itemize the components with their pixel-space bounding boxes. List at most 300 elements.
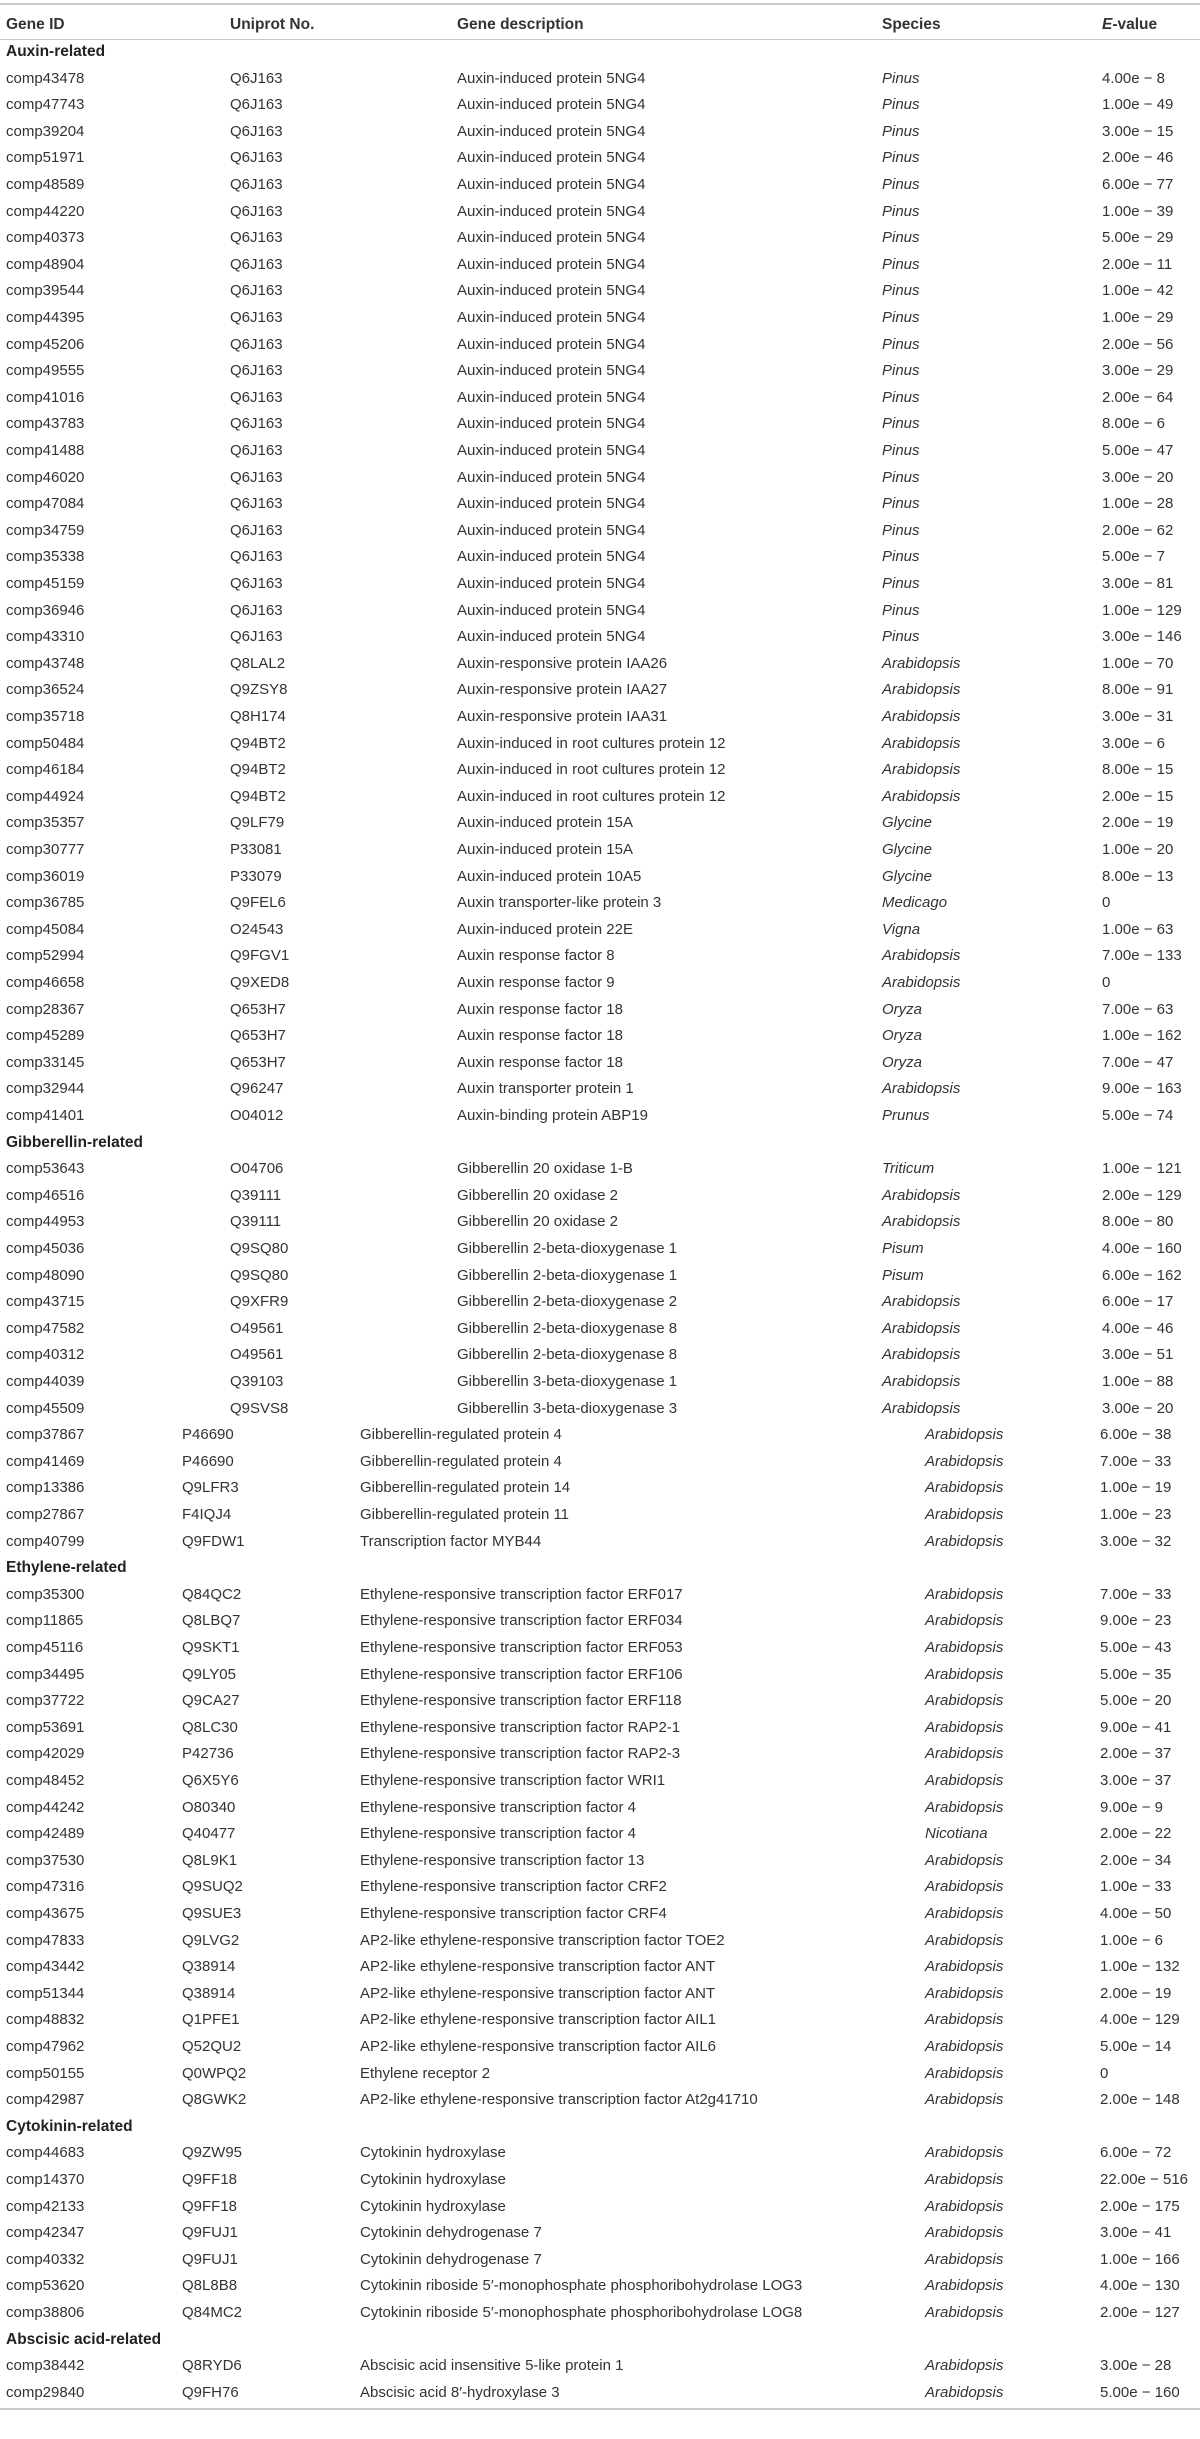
cell-evalue: 1.00e − 63 xyxy=(1102,920,1174,938)
cell-description: Auxin-induced protein 5NG4 xyxy=(457,388,646,406)
cell-evalue: 5.00e − 43 xyxy=(1100,1639,1172,1656)
cell-evalue: 1.00e − 39 xyxy=(1102,202,1174,220)
cell-species: Glycine xyxy=(882,867,933,885)
cell-uniprot: Q84MC2 xyxy=(182,2304,243,2321)
cell-species: Pinus xyxy=(882,468,920,486)
cell-evalue: 7.00e − 133 xyxy=(1102,947,1182,965)
cell-description: Cytokinin hydroxylase xyxy=(360,2197,506,2215)
cell-gene-id: comp39204 xyxy=(6,122,85,140)
cell-species: Arabidopsis xyxy=(882,708,961,725)
cell-species: Arabidopsis xyxy=(925,1479,1004,1497)
cell-description: Ethylene-responsive transcription factor 4 xyxy=(360,1798,636,1816)
cell-evalue: 1.00e − 23 xyxy=(1100,1506,1172,1523)
cell-gene-id: comp53620 xyxy=(6,2277,85,2295)
cell-uniprot: Q653H7 xyxy=(230,1027,286,1045)
cell-evalue: 2.00e − 15 xyxy=(1102,787,1174,805)
table-row xyxy=(0,1156,1200,1183)
cell-uniprot: Q6X5Y6 xyxy=(182,1772,239,1789)
cell-description: Auxin-induced protein 5NG4 xyxy=(457,601,646,619)
table-row xyxy=(0,1582,1200,1609)
cell-species: Arabidopsis xyxy=(925,1772,1004,1789)
cell-species: Arabidopsis xyxy=(925,1452,1004,1470)
table-row xyxy=(0,2273,1200,2300)
cell-uniprot: Q9LFR3 xyxy=(182,1479,239,1497)
cell-evalue: 3.00e − 20 xyxy=(1102,468,1174,486)
cell-gene-id: comp14370 xyxy=(6,2171,85,2188)
cell-gene-id: comp44039 xyxy=(6,1373,85,1390)
cell-description: Gibberellin 20 oxidase 2 xyxy=(457,1186,618,1204)
cell-species: Arabidopsis xyxy=(882,1293,961,1311)
cell-description: Gibberellin 2-beta-dioxygenase 8 xyxy=(457,1319,678,1337)
cell-uniprot: Q8RYD6 xyxy=(182,2357,242,2375)
cell-description: Ethylene-responsive transcription factor CRF4 xyxy=(360,1905,667,1922)
table-row xyxy=(0,1475,1200,1502)
cell-species: Pinus xyxy=(882,388,920,406)
cell-uniprot: Q6J163 xyxy=(230,521,283,539)
cell-evalue: 9.00e − 9 xyxy=(1100,1798,1163,1816)
cell-uniprot: Q96247 xyxy=(230,1080,284,1098)
table-row xyxy=(0,2061,1200,2088)
cell-description: Transcription factor MYB44 xyxy=(360,1532,542,1550)
cell-description: Auxin-induced protein 15A xyxy=(457,814,633,832)
table-row xyxy=(0,2194,1200,2221)
cell-description: Auxin-induced protein 5NG4 xyxy=(457,495,646,513)
cell-evalue: 6.00e − 17 xyxy=(1102,1293,1174,1311)
cell-description: Auxin-induced protein 5NG4 xyxy=(457,255,646,273)
cell-evalue: 3.00e − 6 xyxy=(1102,734,1165,752)
cell-description: Auxin response factor 18 xyxy=(457,1027,623,1045)
table-row xyxy=(0,465,1200,492)
cell-species: Arabidopsis xyxy=(925,1851,1004,1869)
cell-gene-id: comp35718 xyxy=(6,708,85,725)
cell-species: Arabidopsis xyxy=(882,681,961,699)
cell-uniprot: Q9FDW1 xyxy=(182,1532,245,1550)
table-row xyxy=(0,1103,1200,1130)
cell-gene-id: comp49555 xyxy=(6,362,85,380)
cell-description: Gibberellin 20 oxidase 1-B xyxy=(457,1160,633,1178)
cell-uniprot: O04706 xyxy=(230,1160,284,1178)
cell-species: Arabidopsis xyxy=(882,1373,961,1390)
cell-uniprot: O80340 xyxy=(182,1798,236,1816)
cell-evalue: 3.00e − 15 xyxy=(1102,122,1174,140)
cell-evalue: 3.00e − 41 xyxy=(1100,2224,1172,2242)
cell-species: Pinus xyxy=(882,521,920,539)
table-row xyxy=(0,1263,1200,1290)
cell-species: Nicotiana xyxy=(925,1825,988,1843)
table-row xyxy=(0,731,1200,758)
cell-species: Arabidopsis xyxy=(925,2224,1004,2242)
table-row xyxy=(0,598,1200,625)
cell-uniprot: Q84QC2 xyxy=(182,1585,242,1603)
table-row xyxy=(0,2380,1200,2407)
table-row xyxy=(0,119,1200,146)
table-row xyxy=(0,890,1200,917)
cell-description: Auxin-induced in root cultures protein 12 xyxy=(457,734,726,752)
header-evalue-rest: -value xyxy=(1112,16,1158,33)
table-row xyxy=(0,1848,1200,1875)
cell-description: Ethylene-responsive transcription factor 13 xyxy=(360,1851,645,1869)
cell-uniprot: Q6J163 xyxy=(230,96,283,114)
cell-uniprot: Q9FF18 xyxy=(182,2171,238,2188)
cell-species: Pinus xyxy=(882,628,920,646)
cell-description: Auxin-induced protein 5NG4 xyxy=(457,149,646,167)
table-row xyxy=(0,864,1200,891)
cell-description: Gibberellin 3-beta-dioxygenase 3 xyxy=(457,1399,678,1417)
cell-gene-id: comp45036 xyxy=(6,1240,85,1257)
table-row xyxy=(0,438,1200,465)
cell-description: Auxin-responsive protein IAA27 xyxy=(457,681,668,699)
cell-gene-id: comp32944 xyxy=(6,1080,85,1098)
section-title: Gibberellin-related xyxy=(6,1133,143,1151)
cell-uniprot: Q8LBQ7 xyxy=(182,1612,241,1630)
cell-description: Auxin-induced protein 5NG4 xyxy=(457,442,646,459)
table-row xyxy=(0,1502,1200,1529)
table-row xyxy=(0,1422,1200,1449)
cell-species: Arabidopsis xyxy=(925,1984,1004,2002)
cell-uniprot: Q6J163 xyxy=(230,122,283,140)
cell-uniprot: Q9ZSY8 xyxy=(230,681,288,699)
cell-description: Auxin-induced protein 5NG4 xyxy=(457,468,646,486)
cell-gene-id: comp43783 xyxy=(6,415,85,433)
section-header-row xyxy=(0,39,1200,66)
cell-evalue: 1.00e − 121 xyxy=(1102,1160,1182,1178)
header-evalue xyxy=(1102,12,1157,39)
cell-gene-id: comp41488 xyxy=(6,442,85,459)
cell-description: Cytokinin riboside 5′-monophosphate phosphoribohydrolase LOG3 xyxy=(360,2277,803,2295)
cell-uniprot: Q9LF79 xyxy=(230,814,285,832)
cell-gene-id: comp46020 xyxy=(6,468,85,486)
cell-description: Cytokinin dehydrogenase 7 xyxy=(360,2250,542,2268)
cell-description: Auxin-induced protein 5NG4 xyxy=(457,309,646,326)
cell-description: Auxin-induced protein 5NG4 xyxy=(457,628,646,646)
cell-description: AP2-like ethylene-responsive transcription factor AIL1 xyxy=(360,2011,717,2029)
header-description: Gene description xyxy=(457,16,584,33)
cell-uniprot: Q9FH76 xyxy=(182,2383,239,2401)
cell-description: Auxin response factor 8 xyxy=(457,947,615,965)
cell-species: Arabidopsis xyxy=(925,2277,1004,2295)
cell-gene-id: comp43675 xyxy=(6,1905,85,1922)
cell-description: Abscisic acid 8′-hydroxylase 3 xyxy=(360,2383,560,2401)
table-row xyxy=(0,970,1200,997)
cell-description: Auxin response factor 18 xyxy=(457,1053,623,1071)
cell-uniprot: Q9FUJ1 xyxy=(182,2224,238,2242)
cell-gene-id: comp45159 xyxy=(6,575,85,592)
cell-evalue: 3.00e − 32 xyxy=(1100,1532,1172,1550)
cell-description: Auxin-induced in root cultures protein 12 xyxy=(457,787,726,805)
cell-uniprot: Q6J163 xyxy=(230,495,283,513)
table-row xyxy=(0,2220,1200,2247)
cell-gene-id: comp51971 xyxy=(6,149,85,167)
cell-description: Auxin-induced in root cultures protein 12 xyxy=(457,761,726,779)
cell-gene-id: comp44953 xyxy=(6,1213,85,1231)
cell-description: Cytokinin hydroxylase xyxy=(360,2144,506,2162)
cell-gene-id: comp40799 xyxy=(6,1532,85,1550)
cell-evalue: 6.00e − 38 xyxy=(1100,1426,1172,1444)
table-row xyxy=(0,1928,1200,1955)
cell-gene-id: comp36524 xyxy=(6,681,85,699)
cell-description: Auxin response factor 18 xyxy=(457,1000,623,1018)
cell-evalue: 4.00e − 8 xyxy=(1102,69,1165,87)
cell-evalue: 3.00e − 37 xyxy=(1100,1772,1172,1789)
cell-gene-id: comp13386 xyxy=(6,1479,85,1497)
cell-description: Cytokinin riboside 5′-monophosphate phosphoribohydrolase LOG8 xyxy=(360,2304,803,2321)
cell-evalue: 3.00e − 31 xyxy=(1102,708,1174,725)
table-row xyxy=(0,1662,1200,1689)
cell-evalue: 2.00e − 22 xyxy=(1100,1825,1172,1843)
cell-evalue: 0 xyxy=(1102,894,1111,912)
cell-description: Auxin transporter-like protein 3 xyxy=(457,894,662,912)
cell-species: Vigna xyxy=(882,920,921,938)
cell-uniprot: Q9SKT1 xyxy=(182,1639,240,1656)
table-row xyxy=(0,1369,1200,1396)
cell-species: Pinus xyxy=(882,415,920,433)
cell-uniprot: Q9LY05 xyxy=(182,1665,236,1683)
cell-uniprot: Q6J163 xyxy=(230,335,283,353)
cell-description: Auxin-induced protein 5NG4 xyxy=(457,548,646,566)
table-row xyxy=(0,92,1200,119)
table-row xyxy=(0,332,1200,359)
cell-uniprot: Q6J163 xyxy=(230,362,283,380)
cell-evalue: 1.00e − 20 xyxy=(1102,841,1174,858)
cell-evalue: 1.00e − 70 xyxy=(1102,654,1174,672)
section-header-row xyxy=(0,1130,1200,1157)
cell-gene-id: comp43715 xyxy=(6,1293,85,1311)
cell-description: Auxin-responsive protein IAA26 xyxy=(457,654,668,672)
cell-gene-id: comp42987 xyxy=(6,2091,85,2109)
cell-species: Arabidopsis xyxy=(925,1878,1004,1896)
cell-evalue: 2.00e − 62 xyxy=(1102,521,1174,539)
cell-evalue: 7.00e − 33 xyxy=(1100,1452,1172,1470)
table-row xyxy=(0,1688,1200,1715)
cell-gene-id: comp40312 xyxy=(6,1346,85,1364)
header-evalue-italic: E xyxy=(1102,16,1113,33)
cell-description: Ethylene-responsive transcription factor ERF053 xyxy=(360,1639,683,1656)
table-row xyxy=(0,1449,1200,1476)
cell-evalue: 1.00e − 29 xyxy=(1102,309,1174,326)
cell-description: Cytokinin dehydrogenase 7 xyxy=(360,2224,542,2242)
section-title: Cytokinin-related xyxy=(6,2117,133,2135)
cell-species: Arabidopsis xyxy=(882,1346,961,1364)
cell-species: Arabidopsis xyxy=(925,1612,1004,1630)
cell-evalue: 1.00e − 28 xyxy=(1102,495,1174,513)
cell-description: Auxin-induced protein 5NG4 xyxy=(457,575,646,592)
table-row xyxy=(0,1874,1200,1901)
cell-evalue: 6.00e − 77 xyxy=(1102,176,1174,193)
cell-uniprot: Q6J163 xyxy=(230,69,283,87)
cell-evalue: 1.00e − 42 xyxy=(1102,282,1174,300)
cell-evalue: 3.00e − 51 xyxy=(1102,1346,1174,1364)
header-uniprot: Uniprot No. xyxy=(230,16,315,33)
cell-uniprot: Q6J163 xyxy=(230,575,283,592)
table-row xyxy=(0,1741,1200,1768)
cell-uniprot: Q94BT2 xyxy=(230,787,286,805)
cell-uniprot: Q94BT2 xyxy=(230,761,286,779)
cell-species: Pinus xyxy=(882,176,920,193)
cell-description: Auxin-induced protein 5NG4 xyxy=(457,176,646,193)
cell-species: Pinus xyxy=(882,335,920,353)
cell-evalue: 3.00e − 29 xyxy=(1102,362,1174,380)
cell-gene-id: comp11865 xyxy=(6,1612,84,1630)
cell-description: Auxin-induced protein 5NG4 xyxy=(457,202,646,220)
cell-species: Arabidopsis xyxy=(882,1319,961,1337)
cell-gene-id: comp46184 xyxy=(6,761,85,779)
table-row xyxy=(0,1076,1200,1103)
cell-evalue: 3.00e − 20 xyxy=(1102,1399,1174,1417)
cell-species: Arabidopsis xyxy=(925,1639,1004,1656)
cell-gene-id: comp30777 xyxy=(6,841,85,858)
cell-species: Pinus xyxy=(882,601,920,619)
cell-species: Arabidopsis xyxy=(925,1798,1004,1816)
cell-gene-id: comp51344 xyxy=(6,1984,85,2002)
cell-species: Pinus xyxy=(882,122,920,140)
cell-gene-id: comp48589 xyxy=(6,176,85,193)
cell-uniprot: Q6J163 xyxy=(230,202,283,220)
cell-gene-id: comp42029 xyxy=(6,1745,85,1763)
table-row xyxy=(0,2087,1200,2114)
cell-evalue: 3.00e − 81 xyxy=(1102,575,1174,592)
cell-description: Auxin-induced protein 5NG4 xyxy=(457,96,646,114)
cell-uniprot: Q9LVG2 xyxy=(182,1931,240,1949)
cell-gene-id: comp44395 xyxy=(6,309,85,326)
table-row xyxy=(0,1901,1200,1928)
cell-gene-id: comp41469 xyxy=(6,1452,85,1470)
cell-species: Arabidopsis xyxy=(925,1665,1004,1683)
cell-description: Cytokinin hydroxylase xyxy=(360,2171,506,2188)
cell-gene-id: comp36946 xyxy=(6,601,85,619)
cell-uniprot: Q9FUJ1 xyxy=(182,2250,238,2268)
cell-evalue: 4.00e − 46 xyxy=(1102,1319,1174,1337)
cell-description: Gibberellin-regulated protein 4 xyxy=(360,1452,562,1470)
cell-evalue: 8.00e − 91 xyxy=(1102,681,1174,699)
cell-description: Auxin-induced protein 15A xyxy=(457,841,633,858)
cell-gene-id: comp35338 xyxy=(6,548,85,566)
cell-evalue: 5.00e − 35 xyxy=(1100,1665,1172,1683)
cell-uniprot: O49561 xyxy=(230,1346,284,1364)
cell-gene-id: comp27867 xyxy=(6,1506,85,1523)
cell-species: Arabidopsis xyxy=(882,787,961,805)
table-row xyxy=(0,1396,1200,1423)
table-row xyxy=(0,1316,1200,1343)
cell-species: Arabidopsis xyxy=(925,2250,1004,2268)
cell-description: Auxin transporter protein 1 xyxy=(457,1080,634,1098)
cell-species: Arabidopsis xyxy=(925,1931,1004,1949)
cell-species: Arabidopsis xyxy=(925,1692,1004,1710)
cell-gene-id: comp47962 xyxy=(6,2038,85,2055)
cell-species: Pinus xyxy=(882,548,920,566)
cell-evalue: 5.00e − 47 xyxy=(1102,442,1174,459)
cell-uniprot: F4IQJ4 xyxy=(182,1506,232,1523)
cell-description: Gibberellin 2-beta-dioxygenase 2 xyxy=(457,1293,678,1311)
cell-species: Pisum xyxy=(882,1240,924,1257)
cell-uniprot: Q9SQ80 xyxy=(230,1266,289,1284)
cell-gene-id: comp43310 xyxy=(6,628,85,646)
cell-species: Pinus xyxy=(882,362,920,380)
cell-species: Pinus xyxy=(882,229,920,247)
table-row xyxy=(0,677,1200,704)
section-title: Abscisic acid-related xyxy=(6,2330,162,2348)
table-row xyxy=(0,624,1200,651)
cell-uniprot: Q8H174 xyxy=(230,708,286,725)
cell-evalue: 5.00e − 14 xyxy=(1100,2038,1172,2055)
table-row xyxy=(0,278,1200,305)
table-row xyxy=(0,1795,1200,1822)
cell-description: Ethylene-responsive transcription factor ERF034 xyxy=(360,1612,683,1630)
cell-gene-id: comp37722 xyxy=(6,1692,85,1710)
cell-evalue: 1.00e − 129 xyxy=(1102,601,1182,619)
cell-species: Arabidopsis xyxy=(925,1532,1004,1550)
cell-description: Ethylene-responsive transcription factor ERF017 xyxy=(360,1585,683,1603)
cell-gene-id: comp42133 xyxy=(6,2197,85,2215)
cell-uniprot: Q653H7 xyxy=(230,1053,286,1071)
cell-description: Auxin-induced protein 5NG4 xyxy=(457,69,646,87)
table-row xyxy=(0,199,1200,226)
table-row xyxy=(0,757,1200,784)
cell-evalue: 4.00e − 129 xyxy=(1100,2011,1180,2029)
cell-gene-id: comp36019 xyxy=(6,867,85,885)
cell-evalue: 8.00e − 80 xyxy=(1102,1213,1174,1231)
cell-species: Arabidopsis xyxy=(882,654,961,672)
cell-evalue: 1.00e − 6 xyxy=(1100,1931,1163,1949)
table-row xyxy=(0,1954,1200,1981)
section-header-row xyxy=(0,2114,1200,2141)
table-row xyxy=(0,837,1200,864)
cell-evalue: 6.00e − 162 xyxy=(1102,1266,1182,1284)
cell-evalue: 9.00e − 23 xyxy=(1100,1612,1172,1630)
cell-gene-id: comp50155 xyxy=(6,2064,85,2082)
cell-gene-id: comp52994 xyxy=(6,947,85,965)
cell-description: Gibberellin-regulated protein 14 xyxy=(360,1479,571,1497)
cell-uniprot: Q1PFE1 xyxy=(182,2011,240,2029)
cell-species: Oryza xyxy=(882,1000,923,1018)
cell-uniprot: P42736 xyxy=(182,1745,234,1763)
cell-uniprot: Q6J163 xyxy=(230,601,283,619)
cell-species: Arabidopsis xyxy=(925,2091,1004,2109)
cell-uniprot: Q9FEL6 xyxy=(230,894,286,912)
cell-species: Pinus xyxy=(882,255,920,273)
cell-species: Arabidopsis xyxy=(882,761,961,779)
cell-description: Ethylene-responsive transcription factor ERF106 xyxy=(360,1665,683,1683)
cell-uniprot: Q8LAL2 xyxy=(230,654,286,672)
cell-species: Arabidopsis xyxy=(925,1585,1004,1603)
cell-evalue: 6.00e − 72 xyxy=(1100,2144,1172,2162)
cell-gene-id: comp44242 xyxy=(6,1798,85,1816)
cell-uniprot: P46690 xyxy=(182,1452,234,1470)
table-header xyxy=(0,12,1200,39)
cell-uniprot: Q8LC30 xyxy=(182,1718,238,1736)
cell-uniprot: Q9ZW95 xyxy=(182,2144,243,2162)
table-row xyxy=(0,1023,1200,1050)
cell-evalue: 2.00e − 37 xyxy=(1100,1745,1172,1763)
cell-description: Auxin-binding protein ABP19 xyxy=(457,1107,648,1124)
cell-species: Arabidopsis xyxy=(925,1506,1004,1523)
cell-species: Arabidopsis xyxy=(882,947,961,965)
cell-gene-id: comp34495 xyxy=(6,1665,85,1683)
cell-gene-id: comp53691 xyxy=(6,1718,85,1736)
cell-evalue: 1.00e − 49 xyxy=(1102,96,1174,114)
table-row xyxy=(0,651,1200,678)
cell-description: Auxin-induced protein 5NG4 xyxy=(457,122,646,140)
cell-description: AP2-like ethylene-responsive transcription factor TOE2 xyxy=(360,1931,725,1949)
table-row xyxy=(0,252,1200,279)
cell-species: Pinus xyxy=(882,575,920,592)
table-row xyxy=(0,1289,1200,1316)
cell-evalue: 5.00e − 74 xyxy=(1102,1107,1174,1124)
table-row xyxy=(0,810,1200,837)
cell-description: Auxin-induced protein 5NG4 xyxy=(457,282,646,300)
cell-evalue: 2.00e − 127 xyxy=(1100,2304,1180,2321)
table-row xyxy=(0,1715,1200,1742)
table-row xyxy=(0,2034,1200,2061)
